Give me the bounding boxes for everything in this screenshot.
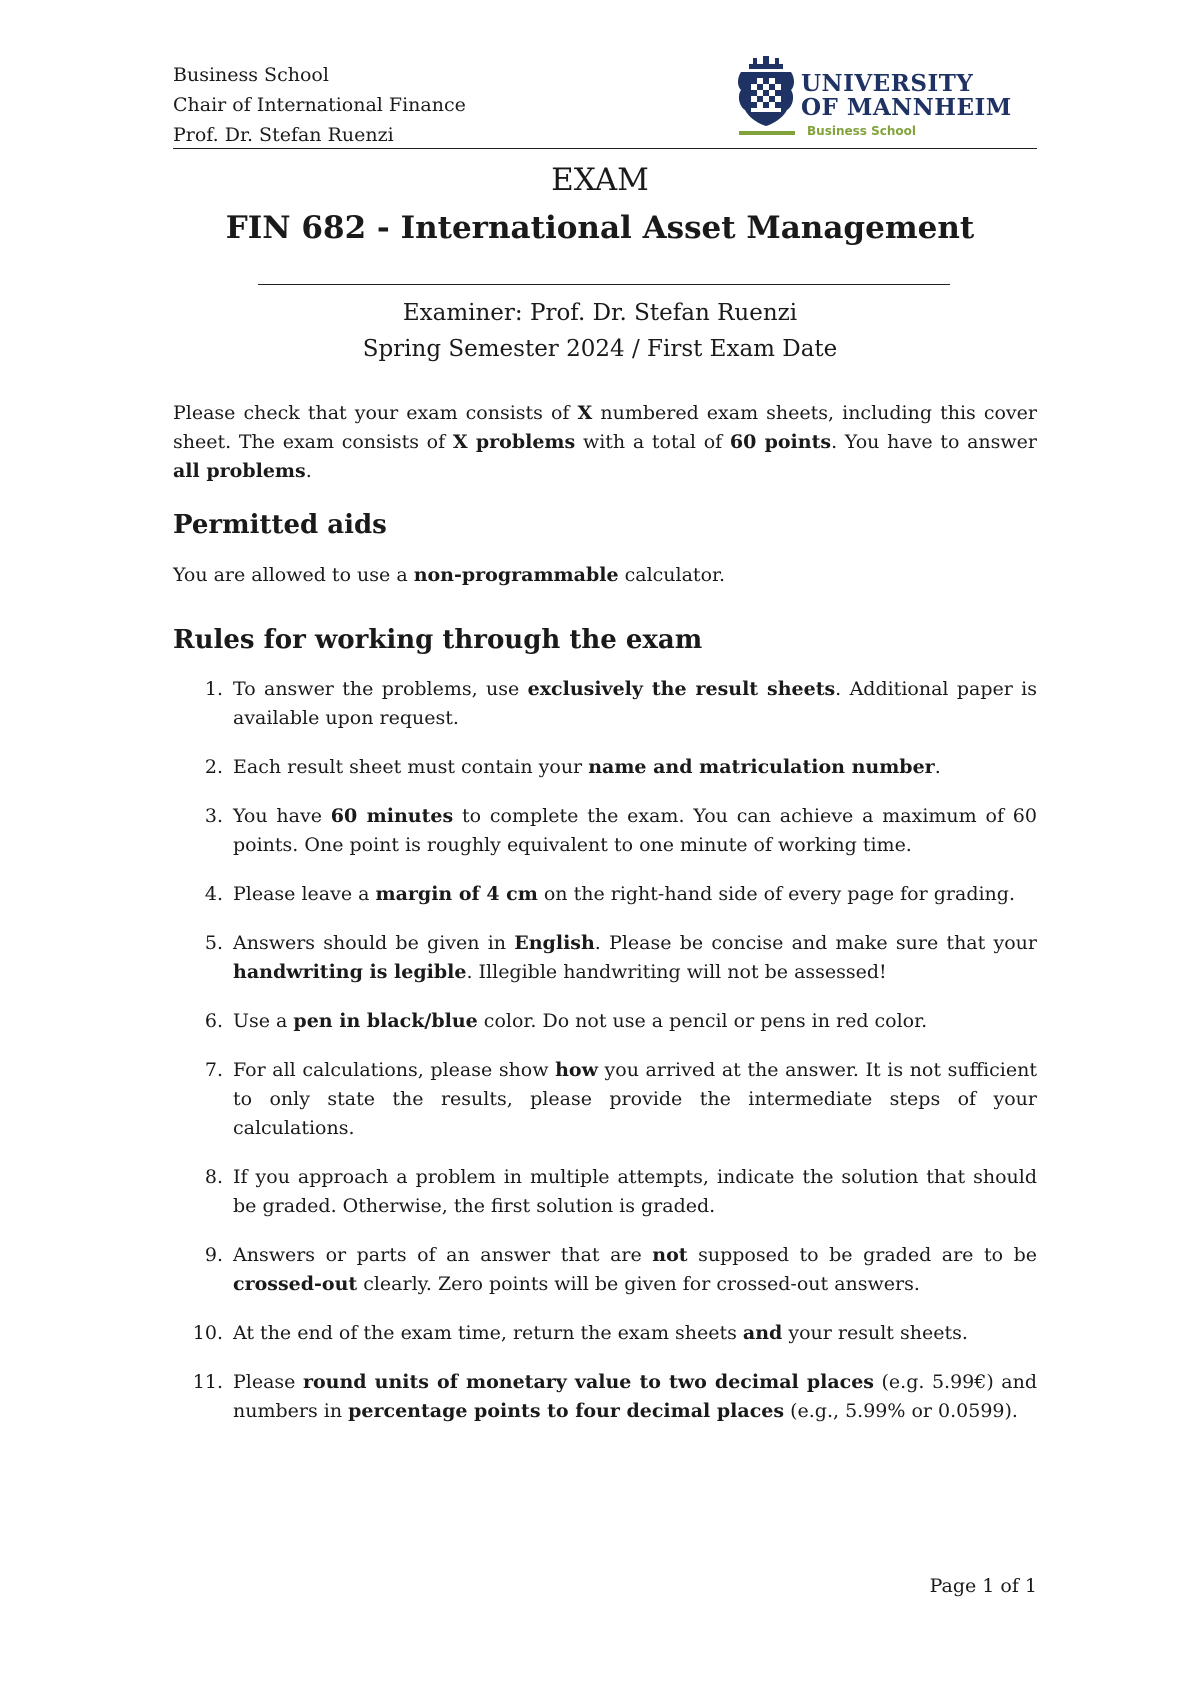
page-header [173,56,1037,149]
rule-number: 9. [204,1244,223,1266]
logo-accent-bar [739,131,795,135]
intro-emphasis: all problems [173,460,306,482]
rule-text: . Additional paper is available upon request. [233,678,1037,729]
rule-text: Use a [233,1010,294,1032]
rule-text: your result sheets. [782,1322,968,1344]
rule-item [173,753,1037,782]
rule-item [173,1056,1037,1143]
affiliation-school: Business School [173,64,329,86]
intro-text: . You have to answer [831,431,1037,453]
rule-text: . [934,756,941,778]
permitted-aids-heading: Permitted aids [173,510,387,540]
rules-heading: Rules for working through the exam [173,625,703,655]
rule-number: 5. [204,932,223,954]
rule-text: (e.g. 5.99€) and numbers in [233,1371,1037,1422]
rule-text: Please [233,1371,303,1393]
rule-number: 3. [204,805,223,827]
rule-number: 1. [204,678,223,700]
rule-emphasis: handwriting is legible [233,961,467,983]
rule-text: Each result sheet must contain your [233,756,589,778]
rule-item [173,1007,1037,1036]
affiliation-chair: Chair of International Finance [173,94,466,116]
rule-text: (e.g., 5.99% or 0.0599). [784,1400,1018,1422]
rule-text: . Please be concise and make sure that your [594,932,1037,954]
rule-text: color. Do not use a pencil or pens in red color. [477,1010,928,1032]
rule-emphasis: and [742,1322,783,1344]
intro-paragraph [173,399,1037,486]
aids-emphasis: non-programmable [413,564,619,586]
logo-line-2: OF MANNHEIM [801,94,1012,121]
rule-text: to complete the exam. You can achieve a maximum of 60 points. One point is roughly equivalent to one minute of working time. [233,805,1037,856]
rule-emphasis: how [555,1059,598,1081]
permitted-aids-text [173,561,1037,590]
rule-number: 10. [192,1322,223,1344]
university-logo [733,56,1037,144]
rule-item [173,1368,1037,1426]
rule-item [173,1241,1037,1299]
semester-line: Spring Semester 2024 / First Exam Date [362,336,838,362]
rule-number: 7. [204,1059,223,1081]
exam-title: EXAM [551,162,649,198]
intro-text: Please check that your exam consists of [173,402,578,424]
rule-text: If you approach a problem in multiple attempts, indicate the solution that should be graded. Otherwise, the first solution is graded. [233,1166,1037,1217]
intro-text: numbered exam sheets, including this cover sheet. The exam consists of [173,402,1037,453]
rule-text: Answers or parts of an answer that are [233,1244,653,1266]
rule-emphasis: English [514,932,595,954]
rule-text: Answers should be given in [233,932,515,954]
intro-emphasis: 60 points [729,431,832,453]
rule-emphasis: round units of monetary value to two decimal places [302,1371,874,1393]
rule-item [173,802,1037,860]
rule-item [173,675,1037,733]
rule-number: 2. [204,756,223,778]
rule-emphasis: exclusively the result sheets [527,678,836,700]
rule-text: For all calculations, please show [233,1059,556,1081]
rule-emphasis: crossed-out [233,1273,358,1295]
logo-line-1: UNIVERSITY [801,70,974,97]
aids-text: calculator. [618,564,726,586]
rule-emphasis: not [652,1244,688,1266]
page-number: Page 1 of 1 [929,1575,1037,1597]
rule-number: 8. [204,1166,223,1188]
course-title: FIN 682 - International Asset Management [225,210,975,246]
rule-item [173,1319,1037,1348]
rule-text: you arrived at the answer. It is not sufficient to only state the results, please provide the intermediate steps of your calculations. [233,1059,1037,1139]
rule-emphasis: 60 minutes [330,805,454,827]
rule-text: clearly. Zero points will be given for crossed-out answers. [357,1273,920,1295]
aids-text: You are allowed to use a [173,564,414,586]
intro-emphasis: X [577,402,593,424]
rule-item [173,1163,1037,1221]
rule-emphasis: percentage points to four decimal places [348,1400,785,1422]
rule-number: 4. [204,883,223,905]
logo-subtitle: Business School [807,124,916,138]
rule-emphasis: pen in black/blue [293,1010,478,1032]
rule-text: You have [233,805,331,827]
rule-text: supposed to be graded are to be [687,1244,1037,1266]
affiliation-block [173,60,466,150]
intro-emphasis: X problems [452,431,576,453]
rule-item [173,880,1037,909]
coat-of-arms-icon [733,56,799,132]
rule-text: on the right-hand side of every page for grading. [537,883,1015,905]
rule-item [173,929,1037,987]
title-divider [258,284,950,285]
intro-text: with a total of [575,431,730,453]
examiner-line: Examiner: Prof. Dr. Stefan Ruenzi [402,300,798,326]
rule-text: At the end of the exam time, return the exam sheets [233,1322,743,1344]
rule-text: . Illegible handwriting will not be assessed! [466,961,887,983]
affiliation-professor: Prof. Dr. Stefan Ruenzi [173,124,394,146]
rule-number: 11. [192,1371,223,1393]
rules-list [173,675,1037,1446]
rule-emphasis: margin of 4 cm [375,883,538,905]
rule-emphasis: name and matriculation number [588,756,935,778]
rule-text: Please leave a [233,883,376,905]
intro-text: . [305,460,312,482]
rule-number: 6. [204,1010,223,1032]
rule-text: To answer the problems, use [233,678,528,700]
logo-wordmark [801,72,1012,120]
